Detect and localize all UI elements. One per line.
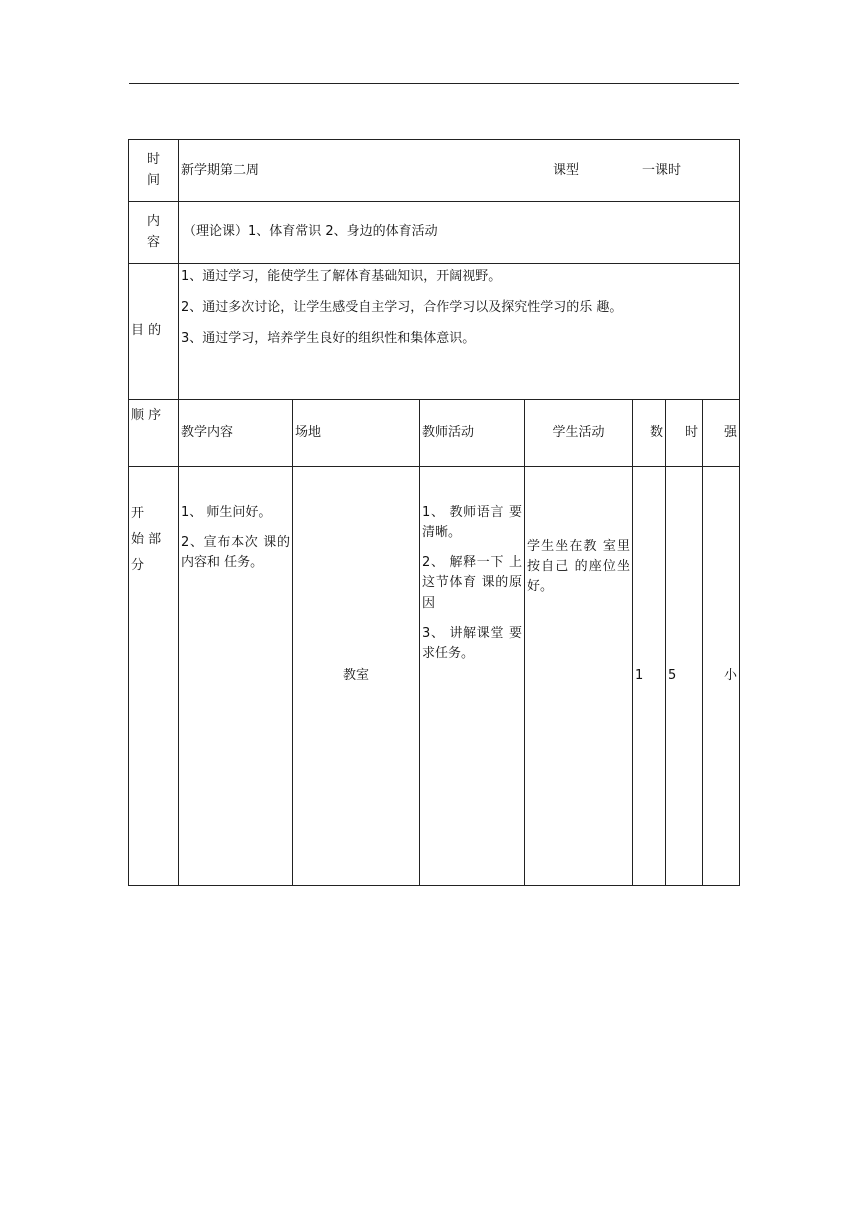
teacher-item: 1、 教师语言 要清晰。 <box>422 505 522 541</box>
goal-item: 2、通过多次讨论，让学生感受自主学习，合作学习以及探究性学习的乐 趣。 <box>181 300 623 316</box>
lesson-type-label: 课型 <box>553 162 580 178</box>
opening-label: 开 始 部 分 <box>129 467 179 886</box>
opening-content <box>179 467 293 886</box>
opening-count: 1 <box>633 467 666 886</box>
time-label: 时 间 <box>129 140 179 202</box>
lesson-plan-table <box>128 139 740 886</box>
time-cell <box>179 140 740 202</box>
time-value: 新学期第二周 <box>181 162 260 178</box>
header-order: 顺 序 <box>129 400 179 467</box>
header-teacher: 教师活动 <box>420 400 525 467</box>
row-opening <box>129 467 740 886</box>
header-rule <box>129 83 739 84</box>
content-value: （理论课）1、体育常识 2、身边的体育活动 <box>179 202 740 264</box>
column-header-row <box>129 400 740 467</box>
content-item: 2、宣布本次 课的内容和 任务。 <box>181 535 290 571</box>
header-count: 数 <box>633 400 666 467</box>
goal-item: 3、通过学习，培养学生良好的组织性和集体意识。 <box>181 331 476 347</box>
lesson-type-value: 一课时 <box>642 162 682 178</box>
header-content: 教学内容 <box>179 400 293 467</box>
goal-list <box>179 264 740 400</box>
opening-intensity: 小 <box>703 467 740 886</box>
opening-venue: 教室 <box>293 467 420 886</box>
header-time: 时 <box>666 400 703 467</box>
content-item: 1、 师生问好。 <box>181 505 272 520</box>
content-label: 内 容 <box>129 202 179 264</box>
teacher-item: 2、 解释一下 上这节体育 课的原因 <box>422 555 522 611</box>
teacher-item: 3、 讲解课堂 要求任务。 <box>422 625 522 661</box>
header-student: 学生活动 <box>525 400 633 467</box>
row-time <box>129 140 740 202</box>
student-text: 学生坐在教 室里按自己 的座位坐好。 <box>527 539 630 595</box>
header-intensity: 强 <box>703 400 740 467</box>
row-content <box>129 202 740 264</box>
row-goal <box>129 264 740 400</box>
header-venue: 场地 <box>293 400 420 467</box>
opening-time: 5 <box>666 467 703 886</box>
opening-teacher <box>420 467 525 886</box>
goal-item: 1、通过学习，能使学生了解体育基础知识，开阔视野。 <box>181 269 502 284</box>
goal-label: 目 的 <box>129 264 179 400</box>
opening-student <box>525 467 633 886</box>
